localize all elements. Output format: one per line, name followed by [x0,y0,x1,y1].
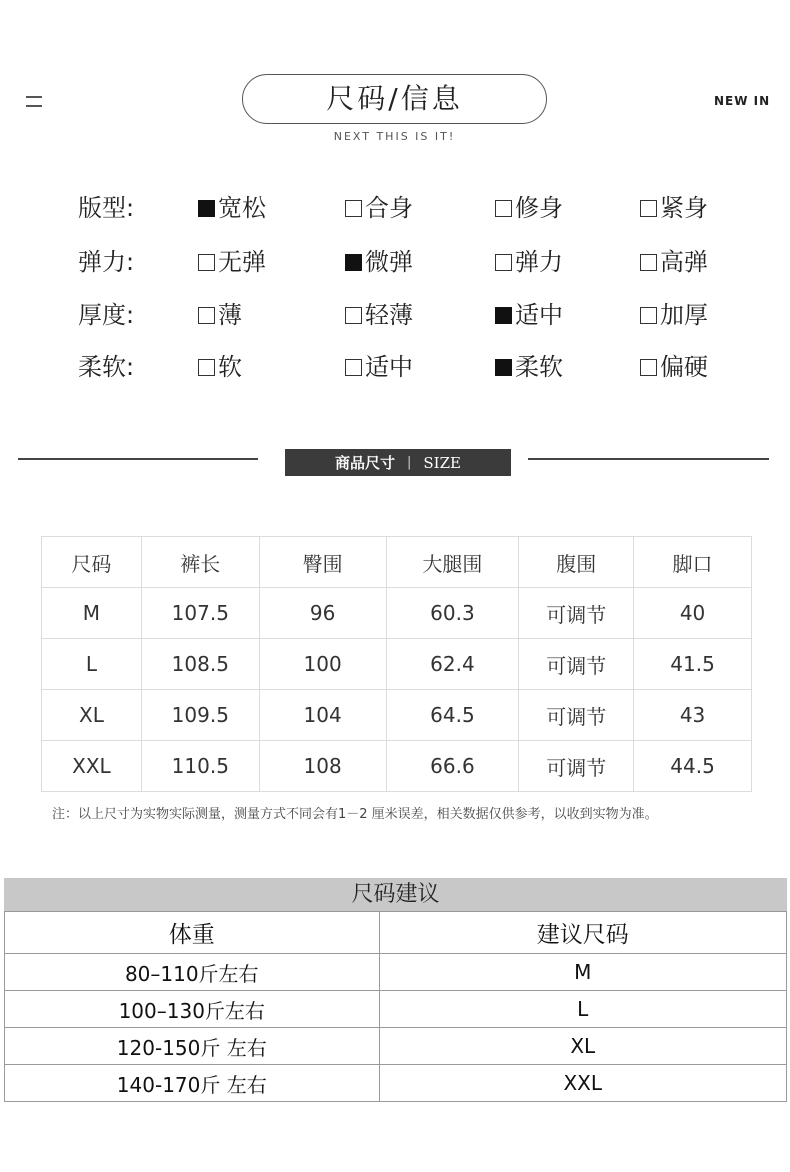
unchecked-box-icon [495,200,512,217]
size-table-cell: 107.5 [141,588,259,639]
recommendation-row [5,991,787,1028]
size-table-row [42,588,752,639]
size-table-cell: 104 [259,690,386,741]
size-table-cell: XXL [42,741,142,792]
size-table-cell: 100 [259,639,386,690]
size-table [41,536,752,792]
unchecked-box-icon [345,359,362,376]
size-table-cell: 可调节 [519,588,634,639]
attribute-row [0,188,790,228]
attribute-option-label: 轻薄 [365,301,413,329]
size-table-cell: 109.5 [141,690,259,741]
divider-left [18,458,258,460]
attribute-option-label: 适中 [515,301,563,329]
attribute-option [345,347,413,387]
attribute-option-label: 微弹 [365,248,413,276]
attribute-option-label: 偏硬 [660,353,708,381]
attribute-option [345,242,413,282]
size-title-en: SIZE [423,453,461,472]
size-table-header-cell: 裤长 [141,537,259,588]
attribute-row [0,295,790,335]
unchecked-box-icon [640,254,657,271]
attribute-option [640,188,708,228]
size-table-cell: 60.3 [386,588,519,639]
size-table-header-cell: 脚口 [634,537,752,588]
checked-box-icon [495,307,512,324]
size-table-header-cell: 大腿围 [386,537,519,588]
recommendation-table [4,911,787,1102]
size-section-banner [285,449,511,476]
size-table-cell: 110.5 [141,741,259,792]
recommendation-header-cell: 体重 [5,912,380,954]
attribute-option-label: 高弹 [660,248,708,276]
unchecked-box-icon [345,307,362,324]
size-table-cell: 44.5 [634,741,752,792]
unchecked-box-icon [198,359,215,376]
page-subtitle: NEXT THIS IS IT! [333,130,456,143]
checked-box-icon [345,254,362,271]
size-table-cell: 66.6 [386,741,519,792]
size-table-cell: 41.5 [634,639,752,690]
size-table-header-cell: 尺码 [42,537,142,588]
attribute-option-label: 弹力 [515,248,563,276]
size-table-cell: XL [42,690,142,741]
recommendation-cell: 120-150斤 左右 [5,1028,380,1065]
size-table-row [42,741,752,792]
attribute-option-label: 紧身 [660,194,708,222]
attribute-option [495,347,563,387]
recommendation-title: 尺码建议 [4,878,787,911]
size-table-cell: L [42,639,142,690]
size-table-cell: 可调节 [519,690,634,741]
unchecked-box-icon [345,200,362,217]
size-table-cell: 96 [259,588,386,639]
size-table-cell: M [42,588,142,639]
attribute-option [495,242,563,282]
attribute-option [198,347,242,387]
attribute-option [640,295,708,335]
recommendation-row [5,1028,787,1065]
size-table-header-row [42,537,752,588]
attribute-option-label: 软 [218,353,242,381]
size-table-cell: 64.5 [386,690,519,741]
measurement-note: 注：以上尺寸为实物实际测量，测量方式不同会有1－2 厘米误差，相关数据仅供参考，以收到实物为准。 [52,807,658,822]
divider-right [528,458,769,460]
recommendation-cell: L [379,991,786,1028]
size-title-zh: 商品尺寸 [335,454,396,472]
recommendation-cell: XL [379,1028,786,1065]
unchecked-box-icon [495,254,512,271]
size-table-cell: 108.5 [141,639,259,690]
attribute-option-label: 适中 [365,353,413,381]
attribute-option-label: 修身 [515,194,563,222]
size-table-header-cell: 臀围 [259,537,386,588]
attribute-option [495,188,563,228]
size-table-cell: 62.4 [386,639,519,690]
recommendation-cell: XXL [379,1065,786,1102]
recommendation-cell: 140-170斤 左右 [5,1065,380,1102]
attribute-row [0,347,790,387]
page-title: 尺码/信息 [242,74,547,124]
attribute-option-label: 柔软 [515,353,563,381]
attribute-label: 版型: [78,194,135,222]
size-table-cell: 40 [634,588,752,639]
attribute-option-label: 加厚 [660,301,708,329]
attribute-label: 厚度: [78,301,135,329]
attribute-option-label: 宽松 [218,194,266,222]
attribute-option [198,188,266,228]
attribute-label: 柔软: [78,353,135,381]
attribute-row [0,242,790,282]
attribute-option-label: 薄 [218,301,242,329]
size-table-cell: 43 [634,690,752,741]
new-in-badge: NEW IN [714,94,771,108]
unchecked-box-icon [640,307,657,324]
checked-box-icon [495,359,512,376]
size-table-header-cell: 腹围 [519,537,634,588]
recommendation-cell: 80–110斤左右 [5,954,380,991]
size-table-row [42,639,752,690]
attribute-option-label: 合身 [365,194,413,222]
recommendation-cell: M [379,954,786,991]
unchecked-box-icon [640,359,657,376]
unchecked-box-icon [640,200,657,217]
attribute-option [198,295,242,335]
recommendation-header-cell: 建议尺码 [379,912,786,954]
size-table-cell: 108 [259,741,386,792]
attribute-option [640,242,708,282]
recommendation-cell: 100–130斤左右 [5,991,380,1028]
attribute-option [345,188,413,228]
checked-box-icon [198,200,215,217]
size-table-cell: 可调节 [519,639,634,690]
attribute-option [198,242,266,282]
recommendation-row [5,954,787,991]
recommendation-header-row [5,912,787,954]
unchecked-box-icon [198,254,215,271]
menu-icon[interactable] [26,96,42,108]
unchecked-box-icon [198,307,215,324]
size-title-divider: | [407,455,412,470]
size-table-cell: 可调节 [519,741,634,792]
attribute-option [495,295,563,335]
size-table-row [42,690,752,741]
attribute-label: 弹力: [78,248,135,276]
attribute-option-label: 无弹 [218,248,266,276]
recommendation-row [5,1065,787,1102]
attribute-option [640,347,708,387]
attribute-option [345,295,413,335]
